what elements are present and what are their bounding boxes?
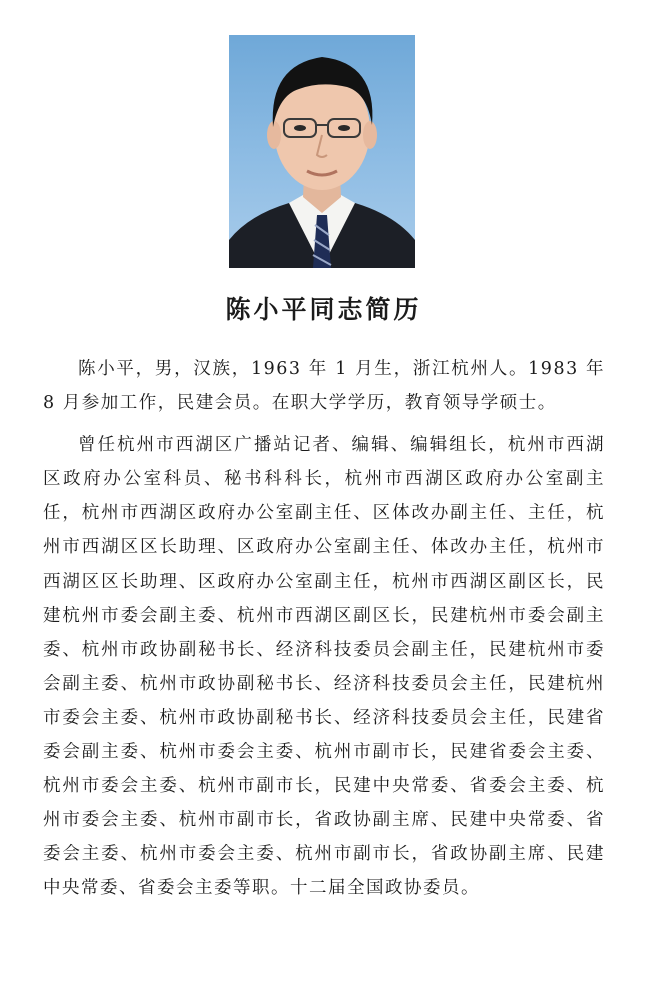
portrait-photo [229,35,415,268]
portrait-illustration [229,35,415,268]
biography-text [43,352,605,914]
page-title: 陈小平同志简历 [225,295,422,324]
bio-paragraph-career-history: 曾任杭州市西湖区广播站记者、编辑、编辑组长，杭州市西湖区政府办公室科员、秘书科科长，杭州市西湖区政府办公室副主任，杭州市西湖区政府办公室副主任、区体改办副主任、主任，杭州市西湖区区长助理、区政府办公室副主任、体改办主任，杭州市西湖区区长助理、区政府办公室副主任，杭州市西湖区副区长，民建杭州市委会副主委、杭州市西湖区副区长，民建杭州市委会副主委、杭州市政协副秘书长、经济科技委员会副主任，民建杭州市委会副主委、杭州市政协副秘书长、经济科技委员会主任，民建杭州市委会主委、杭州市政协副秘书长、经济科技委员会主任，民建省委会副主委、杭州市委会主委、杭州市副市长，民建省委会主委、杭州市委会主委、杭州市副市长，民建中央常委、省委会主委、杭州市委会主委、杭州市副市长，省政协副主席、民建中央常委、省委会主委、杭州市委会主委、杭州市副市长，省政协副主席、民建中央常委、省委会主委等职。十二届全国政协委员。 [43,435,605,899]
bio-paragraph-personal-info: 陈小平，男，汉族，1963 年 1 月生，浙江杭州人。1983 年 8 月参加工作，民建会员。在职大学学历，教育领导学硕士。 [43,359,605,414]
